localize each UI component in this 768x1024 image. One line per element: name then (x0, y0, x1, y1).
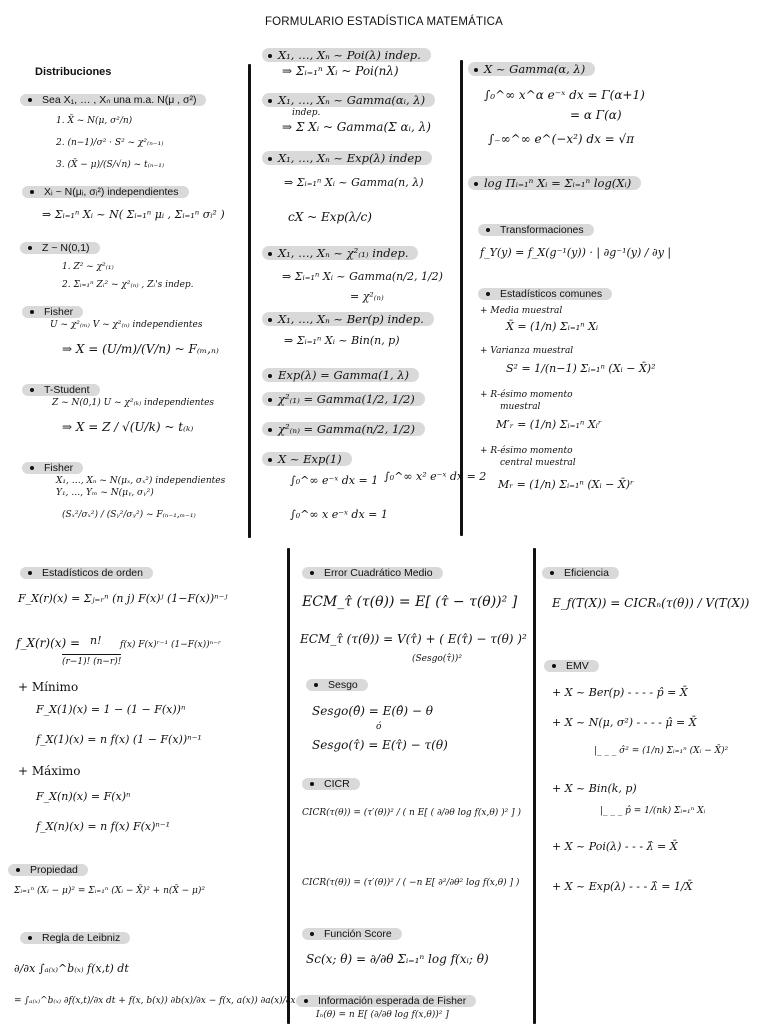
maximo-label: + Máximo (18, 764, 81, 778)
std-normal-line-2: 2. Σᵢ₌₁ⁿ Zᵢ² ~ χ²₍ₙ₎ , Zᵢ's indep. (62, 280, 194, 290)
bullet-icon (310, 932, 314, 936)
ber-line-1: ⇒ Σᵢ₌₁ⁿ Xᵢ ~ Bin(n, p) (284, 334, 400, 347)
sesgo-header: Sesgo (306, 679, 368, 691)
varianza-muestral-eq: S² = 1/(n−1) Σᵢ₌₁ⁿ (Xᵢ − X̄)² (506, 362, 656, 375)
std-normal-line-1: 1. Z² ~ χ²₍₁₎ (62, 262, 114, 272)
chi-header: X₁, …, Xₙ ~ χ²₍₁₎ indep. (262, 246, 418, 260)
bullet-icon (310, 571, 314, 575)
eficiencia-header: Eficiencia (542, 567, 619, 579)
emv-bin-p: |_ _ _ p̂ = 1/(nk) Σᵢ₌₁ⁿ Xᵢ (600, 806, 706, 816)
momento-central-eq: Mᵣ = (1/n) Σᵢ₌₁ⁿ (Xᵢ − X̄)ʳ (498, 478, 634, 491)
varianza-muestral-label: + Varianza muestral (480, 346, 574, 356)
bullet-icon (310, 782, 314, 786)
bullet-icon (268, 318, 272, 322)
momento-central-label: + R-ésimo momento (480, 446, 573, 456)
transformaciones-line-1: f_Y(y) = f_X(g⁻¹(y)) · | ∂g⁻¹(y) / ∂y | (480, 246, 672, 259)
bullet-icon (268, 458, 272, 462)
exp-line-1: ⇒ Σᵢ₌₁ⁿ Xᵢ ~ Gamma(n, λ) (284, 176, 424, 189)
bullet-icon (314, 683, 318, 687)
bullet-icon (16, 868, 20, 872)
fisher-2-line-2: Y₁, …, Yₘ ~ N(μᵧ, σᵧ²) (56, 488, 154, 498)
ber-header: X₁, …, Xₙ ~ Ber(p) indep. (262, 312, 434, 326)
poisson-line-1: ⇒ Σᵢ₌₁ⁿ Xᵢ ~ Poi(nλ) (282, 64, 399, 78)
minimo-cdf: F_X(1)(x) = 1 − (1 − F(x))ⁿ (36, 703, 186, 716)
bullet-icon (304, 999, 308, 1003)
transformaciones-header: Transformaciones (478, 224, 594, 236)
ecm-line-1: ECM_τ̂ (τ(θ)) = E[ (τ̂ − τ(θ))² ] (302, 594, 518, 610)
bullet-icon (268, 54, 272, 58)
exp1-header: X ~ Exp(1) (262, 452, 352, 466)
media-muestral-label: + Media muestral (480, 306, 563, 316)
bullet-icon (268, 428, 272, 432)
bullet-icon (268, 374, 272, 378)
fisher-header-2: Fisher (22, 462, 83, 474)
bullet-icon (28, 246, 32, 250)
maximo-cdf: F_X(n)(x) = F(x)ⁿ (36, 790, 131, 803)
media-muestral-eq: X̄ = (1/n) Σᵢ₌₁ⁿ Xᵢ (506, 320, 599, 333)
tstudent-line-1: Z ~ N(0,1) U ~ χ²₍ₖ₎ independientes (52, 398, 215, 408)
section-distribuciones: Distribuciones (35, 66, 112, 78)
tstudent-header: T-Student (22, 384, 100, 396)
gamma-fn-line-2: = α Γ(α) (570, 108, 622, 122)
orden-pdf-num: n! (90, 634, 102, 647)
log-product-law: log Πᵢ₌₁ⁿ Xᵢ = Σᵢ₌₁ⁿ log(Xᵢ) (468, 176, 641, 190)
cicr-line-1: CICR(τ(θ)) = (τ′(θ))² / ( n E[ ( ∂/∂θ log f(x,θ) )² ] ) (302, 808, 521, 818)
orden-cdf-eq: F_X(r)(x) = Σⱼ₌ᵣⁿ (n j) F(x)ʲ (1−F(x))ⁿ⁻ʲ (18, 592, 228, 605)
gamma-header: X₁, …, Xₙ ~ Gamma(αᵢ, λ) (262, 93, 435, 107)
fisher-1-line-2: ⇒ X = (U/m)/(V/n) ~ F₍ₘ,ₙ₎ (62, 342, 219, 356)
bullet-icon (486, 292, 490, 296)
funcion-score-header: Función Score (302, 928, 402, 940)
momento-r-label-2: muestral (500, 402, 541, 412)
divider-bottom-left (287, 548, 290, 1024)
gamma-indep: indep. (292, 108, 321, 118)
orden-pdf-den: (r−1)! (n−r)! (62, 654, 121, 667)
bullet-icon (550, 571, 554, 575)
fisher-header-1: Fisher (22, 306, 83, 318)
sesgo-line-2: Sesgo(τ̂) = E(τ̂) − τ(θ) (312, 738, 448, 752)
exp-line-2: cX ~ Exp(λ/c) (288, 210, 372, 224)
bullet-icon (268, 252, 272, 256)
bullet-icon (474, 68, 478, 72)
leibniz-header: Regla de Leibniz (20, 932, 130, 944)
estadisticos-comunes-header: Estadísticos comunes (478, 288, 612, 300)
indep-normals-header: Xᵢ ~ N(μᵢ, σᵢ²) independientes (22, 186, 189, 198)
info-fisher-header: Información esperada de Fisher (296, 995, 476, 1007)
gamma-line-1: ⇒ Σ Xᵢ ~ Gamma(Σ αᵢ, λ) (282, 120, 431, 134)
normal-sample-header: Sea X₁, … , Xₙ una m.a. N(μ , σ²) (20, 94, 206, 106)
bullet-icon (30, 466, 34, 470)
orden-pdf-rest: f(x) F(x)ʳ⁻¹ (1−F(x))ⁿ⁻ʳ (120, 640, 222, 650)
ecm-line-2b: (Sesgo(τ̂))² (412, 654, 462, 664)
fisher-1-line-1: U ~ χ²₍ₘ₎ V ~ χ²₍ₙ₎ independientes (50, 320, 203, 330)
gamma-fn-line-3: ∫₋∞^∞ e^(−x²) dx = √π (488, 132, 635, 146)
funcion-score-eq: Sc(x; θ) = ∂/∂θ Σᵢ₌₁ⁿ log f(xᵢ; θ) (306, 952, 489, 966)
divider-top-right (460, 60, 463, 536)
leibniz-line-2: = ∫ₐ₍ₓ₎^b₍ₓ₎ ∂f(x,t)/∂x dt + f(x, b(x)) ∂b(x)/∂x − f(x, a(x)) ∂a(x)/∂x (14, 996, 296, 1006)
info-fisher-eq: Iₙ(θ) = n E[ (∂/∂θ log f(x,θ))² ] (316, 1010, 449, 1020)
emv-normal-var: |_ _ _ σ̂² = (1/n) Σᵢ₌₁ⁿ (Xᵢ − X̄)² (594, 746, 729, 756)
indep-normals-line-1: ⇒ Σᵢ₌₁ⁿ Xᵢ ~ N( Σᵢ₌₁ⁿ μᵢ , Σᵢ₌₁ⁿ σᵢ² ) (42, 208, 225, 221)
emv-poi: + X ~ Poi(λ) - - - λ̂ = X̄ (552, 840, 678, 853)
ecm-line-2: ECM_τ̂ (τ(θ)) = V(τ̂) + ( E(τ̂) − τ(θ) )² (300, 632, 527, 646)
bullet-icon (474, 182, 478, 186)
exp1-line-2: ∫₀^∞ x² e⁻ˣ dx = 2 (384, 470, 487, 483)
bullet-icon (28, 98, 32, 102)
std-normal-header: Z ~ N(0,1) (20, 242, 100, 254)
propiedad-eq: Σᵢ₌₁ⁿ (Xᵢ − μ)² = Σᵢ₌₁ⁿ (Xᵢ − X̄)² + n(X̄ − μ)² (14, 886, 206, 896)
exp1-line-3: ∫₀^∞ x e⁻ˣ dx = 1 (290, 508, 388, 521)
eficiencia-eq: E_f(T(X)) = CICRₙ(τ(θ)) / V(T(X)) (552, 596, 750, 610)
emv-bin: + X ~ Bin(k, p) (552, 782, 637, 795)
momento-r-eq: M′ᵣ = (1/n) Σᵢ₌₁ⁿ Xᵢʳ (496, 418, 602, 431)
bullet-icon (28, 936, 32, 940)
gamma-fn-line-1: ∫₀^∞ x^α e⁻ˣ dx = Γ(α+1) (484, 88, 645, 102)
tstudent-line-2: ⇒ X = Z / √(U/k) ~ t₍ₖ₎ (62, 420, 194, 434)
identity-exp-gamma: Exp(λ) = Gamma(1, λ) (262, 368, 419, 382)
emv-normal: + X ~ N(μ, σ²) - - - - μ̂ = X̄ (552, 716, 697, 729)
momento-central-label-2: central muestral (500, 458, 576, 468)
exp1-line-1: ∫₀^∞ e⁻ˣ dx = 1 (290, 474, 379, 487)
sesgo-line-1: Sesgo(θ̂) = E(θ̂) − θ (312, 704, 433, 718)
identity-chin-gamma: χ²₍ₙ₎ = Gamma(n/2, 1/2) (262, 422, 425, 436)
normal-sample-line-3: 3. (X̄ − μ)/(S/√n) ~ t₍ₙ₋₁₎ (56, 160, 165, 170)
orden-pdf-lhs: f_X(r)(x) = (16, 636, 81, 650)
bullet-icon (30, 310, 34, 314)
bullet-icon (268, 398, 272, 402)
bullet-icon (28, 571, 32, 575)
propiedad-header: Propiedad (8, 864, 88, 876)
fisher-2-line-1: X₁, …, Xₙ ~ N(μₓ, σₓ²) independientes (56, 476, 226, 486)
bullet-icon (268, 99, 272, 103)
chi-line-1: ⇒ Σᵢ₌₁ⁿ Xᵢ ~ Gamma(n/2, 1/2) (282, 270, 443, 283)
divider-bottom-right (533, 548, 536, 1024)
chi-line-2: = χ²₍ₙ₎ (350, 290, 384, 303)
page-title: FORMULARIO ESTADÍSTICA MATEMÁTICA (264, 16, 504, 28)
estadisticos-orden-header: Estadísticos de orden (20, 567, 153, 579)
cicr-header: CICR (302, 778, 360, 790)
minimo-label: + Mínimo (18, 680, 79, 694)
emv-header: EMV (544, 660, 599, 672)
bullet-icon (30, 190, 34, 194)
poisson-header: X₁, …, Xₙ ~ Poi(λ) indep. (262, 48, 431, 62)
momento-r-label: + R-ésimo momento (480, 390, 573, 400)
bullet-icon (486, 228, 490, 232)
bullet-icon (30, 388, 34, 392)
emv-ber: + X ~ Ber(p) - - - - p̂ = X̄ (552, 686, 688, 699)
ecm-header: Error Cuadrático Medio (302, 567, 443, 579)
maximo-pdf: f_X(n)(x) = n f(x) F(x)ⁿ⁻¹ (36, 820, 171, 833)
sesgo-or: ó (376, 722, 382, 732)
emv-exp: + X ~ Exp(λ) - - - λ̂ = 1/X̄ (552, 880, 693, 893)
minimo-pdf: f_X(1)(x) = n f(x) (1 − F(x))ⁿ⁻¹ (36, 733, 202, 746)
fisher-2-line-3: (Sₓ²/σₓ²) / (Sᵧ²/σᵧ²) ~ F₍ₙ₋₁,ₘ₋₁₎ (62, 510, 196, 520)
exp-header: X₁, …, Xₙ ~ Exp(λ) indep (262, 151, 432, 165)
normal-sample-line-2: 2. (n−1)/σ² · S² ~ χ²₍ₙ₋₁₎ (56, 138, 164, 148)
identity-chi1-gamma: χ²₍₁₎ = Gamma(1/2, 1/2) (262, 392, 425, 406)
bullet-icon (268, 157, 272, 161)
cicr-line-2: CICR(τ(θ)) = (τ′(θ))² / ( −n E[ ∂²/∂θ² log f(x,θ) ] ) (302, 878, 520, 888)
leibniz-line-1: ∂/∂x ∫ₐ₍ₓ₎^b₍ₓ₎ f(x,t) dt (14, 962, 129, 975)
bullet-icon (552, 664, 556, 668)
gamma-fn-header: X ~ Gamma(α, λ) (468, 62, 595, 76)
normal-sample-line-1: 1. X̄ ~ N(μ, σ²/n) (56, 116, 133, 126)
divider-top-left (248, 64, 251, 538)
